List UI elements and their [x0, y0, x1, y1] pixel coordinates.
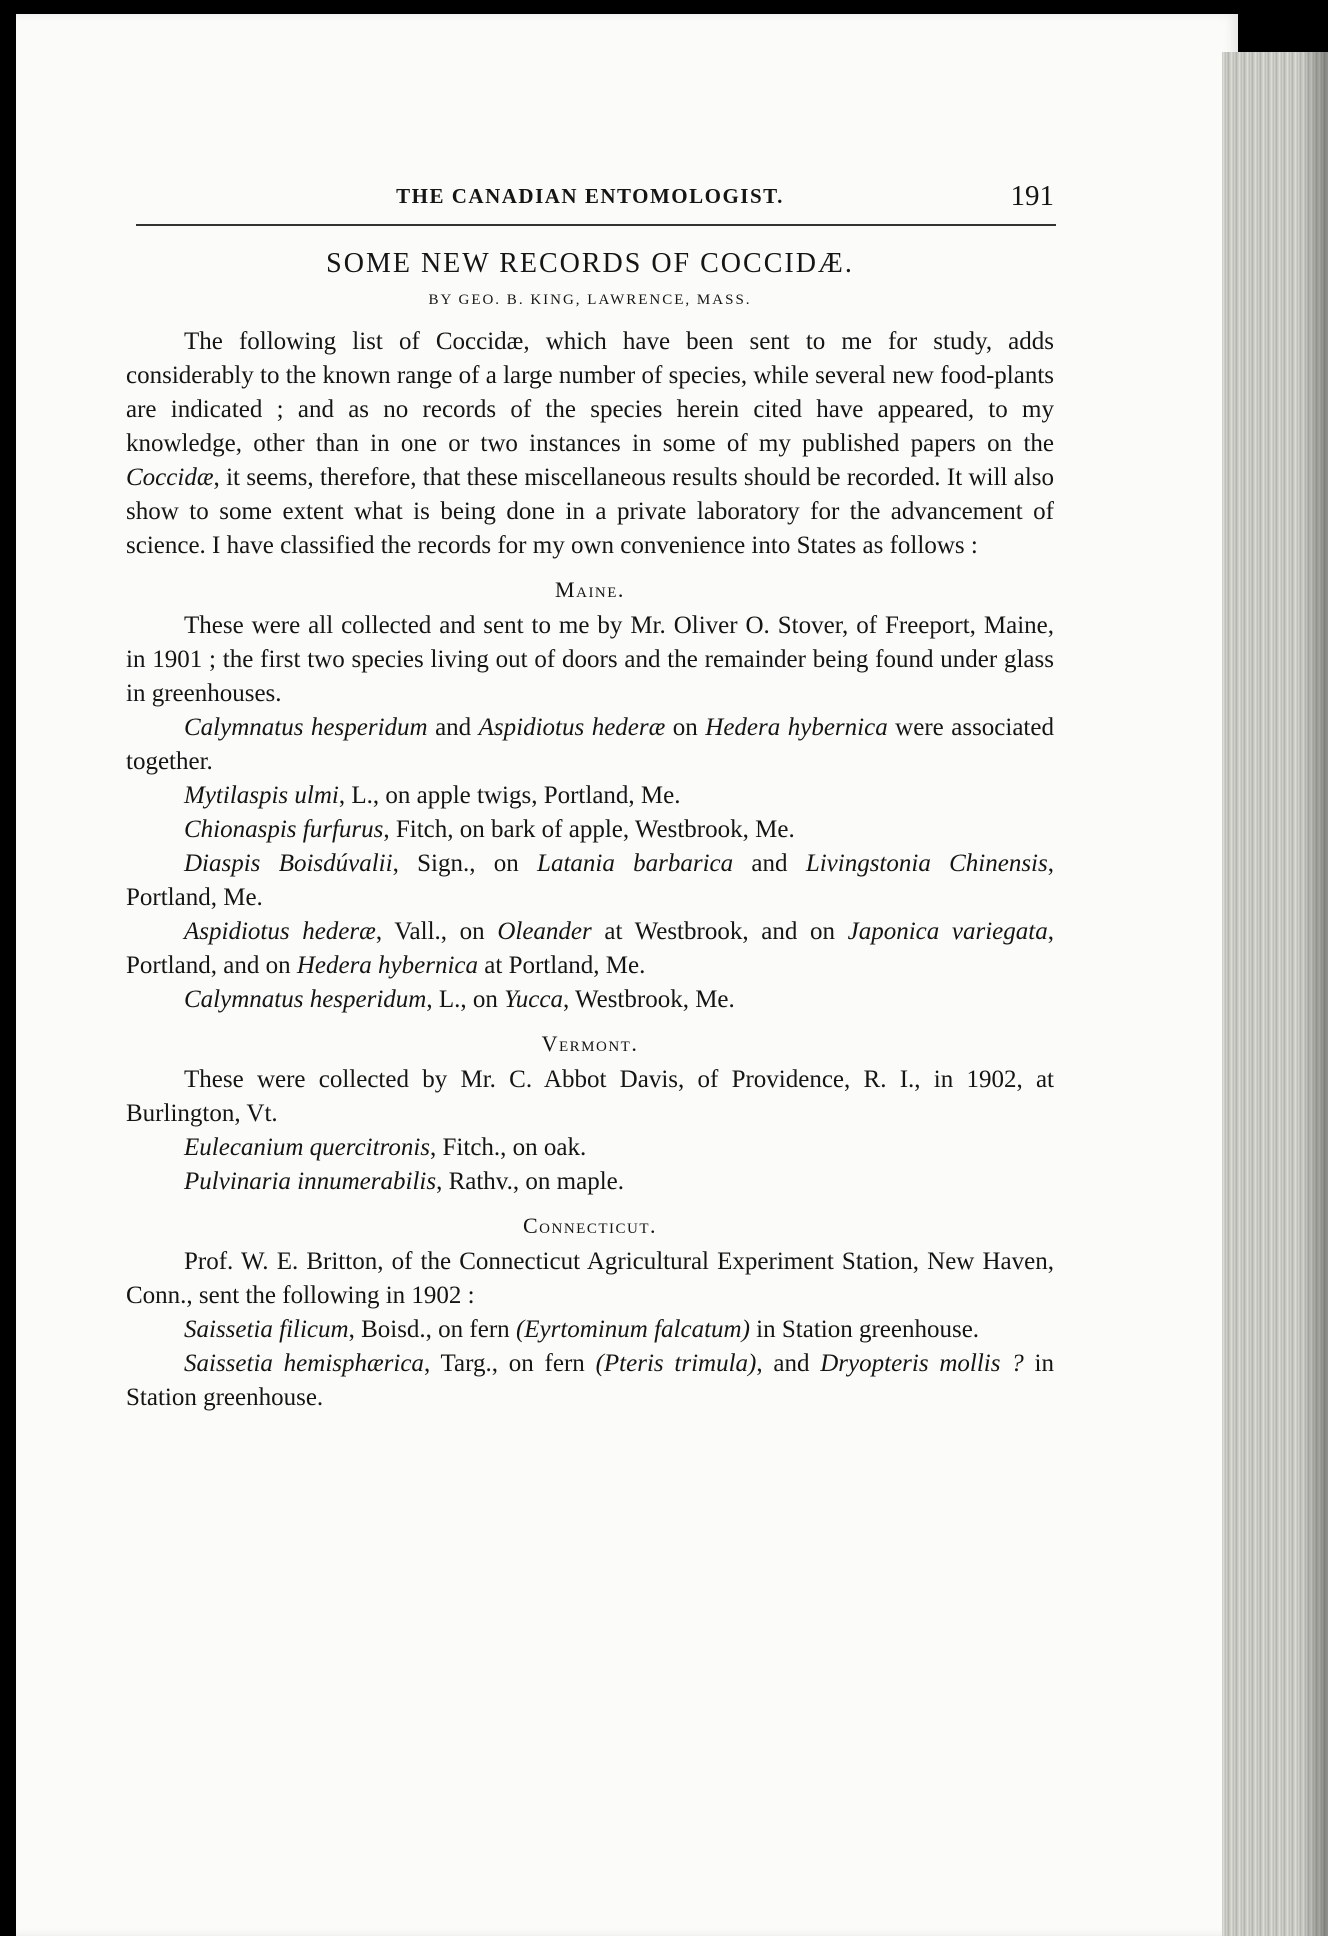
vermont-intro: These were collected by Mr. C. Abbot Davis, of Providence, R. I., in 1902, at Burlington, Vt. — [126, 1066, 1054, 1127]
connecticut-record-1: Saissetia filicum, Boisd., on fern (Eyrtominum falcatum) in Station greenhouse. — [184, 1316, 980, 1343]
maine-record-3: Chionaspis furfurus, Fitch, on bark of apple, Westbrook, Me. — [184, 816, 795, 843]
connecticut-record-2: Saissetia hemisphærica, Targ., on fern (Pteris trimula), and Dryopteris mollis ? in Station greenhouse. — [126, 1350, 1054, 1411]
article-byline: BY GEO. B. KING, LAWRENCE, MASS. — [428, 292, 752, 308]
section-heading-vermont: Vermont. — [541, 1031, 639, 1056]
maine-record-6: Calymnatus hesperidum, L., on Yucca, Westbrook, Me. — [184, 986, 735, 1013]
page-number: 191 — [1010, 180, 1054, 212]
maine-record-5: Aspidiotus hederæ, Vall., on Oleander at Westbrook, and on Japonica variegata, Portland, and on Hedera hybernica at Portland, Me. — [126, 918, 1054, 979]
page-content — [126, 180, 1054, 1415]
journal-title: THE CANADIAN ENTOMOLOGIST. — [396, 184, 784, 208]
connecticut-intro: Prof. W. E. Britton, of the Connecticut Agricultural Experiment Station, New Haven, Conn., sent the following in 1902 : — [126, 1248, 1054, 1309]
running-head — [126, 180, 1054, 224]
header-rule — [136, 224, 1056, 226]
intro-paragraph: The following list of Coccidæ, which have been sent to me for study, adds considerably to the known range of a large number of species, while several new food-plants are indicated ; and as no records of the species herein cited have appeared, to my knowledge, other than in one or two instances in some of my published papers on the Coccidæ, it seems, therefore, that these miscellaneous results should be recorded. It will also show to some extent what is being done in a private laboratory for the advancement of science. I have classified the records for my own convenience into States as follows : — [126, 328, 1054, 559]
vermont-record-2: Pulvinaria innumerabilis, Rathv., on maple. — [184, 1168, 625, 1195]
section-heading-maine: Maine. — [555, 577, 625, 602]
section-heading-connecticut: Connecticut. — [523, 1213, 657, 1238]
maine-intro: These were all collected and sent to me by Mr. Oliver O. Stover, of Freeport, Maine, in 1901 ; the first two species living out of doors and the remainder being found under glass in greenhouses. — [126, 612, 1054, 707]
article-title: SOME NEW RECORDS OF COCCIDÆ. — [326, 248, 854, 279]
maine-record-4: Diaspis Boisdúvalii, Sign., on Latania barbarica and Livingstonia Chinensis, Portland, Me. — [126, 850, 1054, 911]
page-edge-shadow — [1300, 52, 1328, 1936]
maine-record-2: Mytilaspis ulmi, L., on apple twigs, Portland, Me. — [184, 782, 681, 809]
maine-record-1: Calymnatus hesperidum and Aspidiotus hederæ on Hedera hybernica were associated together. — [126, 714, 1054, 775]
vermont-record-1: Eulecanium quercitronis, Fitch., on oak. — [184, 1134, 587, 1161]
